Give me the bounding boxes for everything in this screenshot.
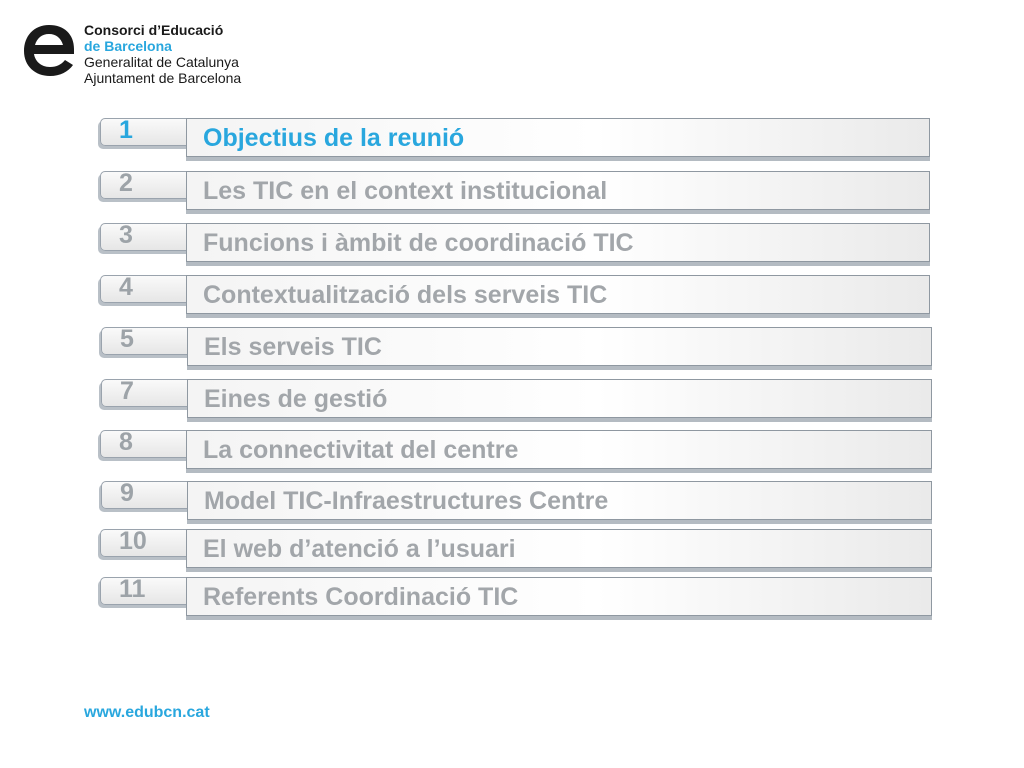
agenda-number-tab (100, 529, 188, 557)
agenda-bar (186, 118, 930, 157)
agenda-number-tab (100, 275, 188, 303)
agenda-number: 11 (119, 575, 146, 603)
agenda-bar (187, 327, 932, 366)
agenda-number: 7 (120, 377, 134, 405)
logo-line-3: Generalitat de Catalunya (84, 54, 239, 70)
agenda-bar (186, 171, 930, 210)
agenda-number-tab (100, 118, 188, 146)
agenda-number-tab (100, 577, 188, 605)
agenda-number-tab (100, 430, 188, 458)
agenda-label: Referents Coordinació TIC (203, 583, 519, 611)
agenda-bar (187, 379, 932, 418)
agenda-bar (186, 223, 930, 262)
agenda-bar (187, 481, 932, 520)
agenda-bar (186, 275, 930, 314)
agenda-label: Contextualització dels serveis TIC (203, 281, 608, 309)
agenda-number: 2 (119, 169, 133, 197)
agenda-number: 5 (120, 325, 134, 353)
footer-website-link[interactable]: www.edubcn.cat (84, 704, 210, 721)
agenda-label: El web d’atenció a l’usuari (203, 535, 516, 563)
agenda-label: Eines de gestió (204, 385, 388, 413)
agenda-number: 9 (120, 479, 134, 507)
logo-line-1: Consorci d’Educació (84, 22, 224, 38)
logo-line-2: de Barcelona (84, 38, 172, 54)
agenda-label: Els serveis TIC (204, 333, 382, 361)
agenda-label: Model TIC-Infraestructures Centre (204, 487, 609, 515)
agenda-label: La connectivitat del centre (203, 436, 519, 464)
agenda-number-tab (101, 327, 189, 355)
agenda-number: 1 (119, 116, 133, 144)
agenda-bar (186, 529, 932, 568)
agenda-label: Les TIC en el context institucional (203, 177, 608, 205)
agenda-number: 3 (119, 221, 133, 249)
agenda-label: Funcions i àmbit de coordinació TIC (203, 229, 634, 257)
agenda-label: Objectius de la reunió (203, 124, 465, 152)
agenda-bar (186, 430, 932, 469)
agenda-bar (186, 577, 932, 616)
agenda-number: 10 (119, 527, 147, 555)
agenda-number-tab (101, 481, 189, 509)
agenda-number-tab (100, 223, 188, 251)
agenda-number: 4 (119, 273, 133, 301)
agenda-number: 8 (119, 428, 133, 456)
agenda-number-tab (100, 171, 188, 199)
logo-line-4: Ajuntament de Barcelona (84, 70, 242, 86)
agenda-number-tab (101, 379, 189, 407)
